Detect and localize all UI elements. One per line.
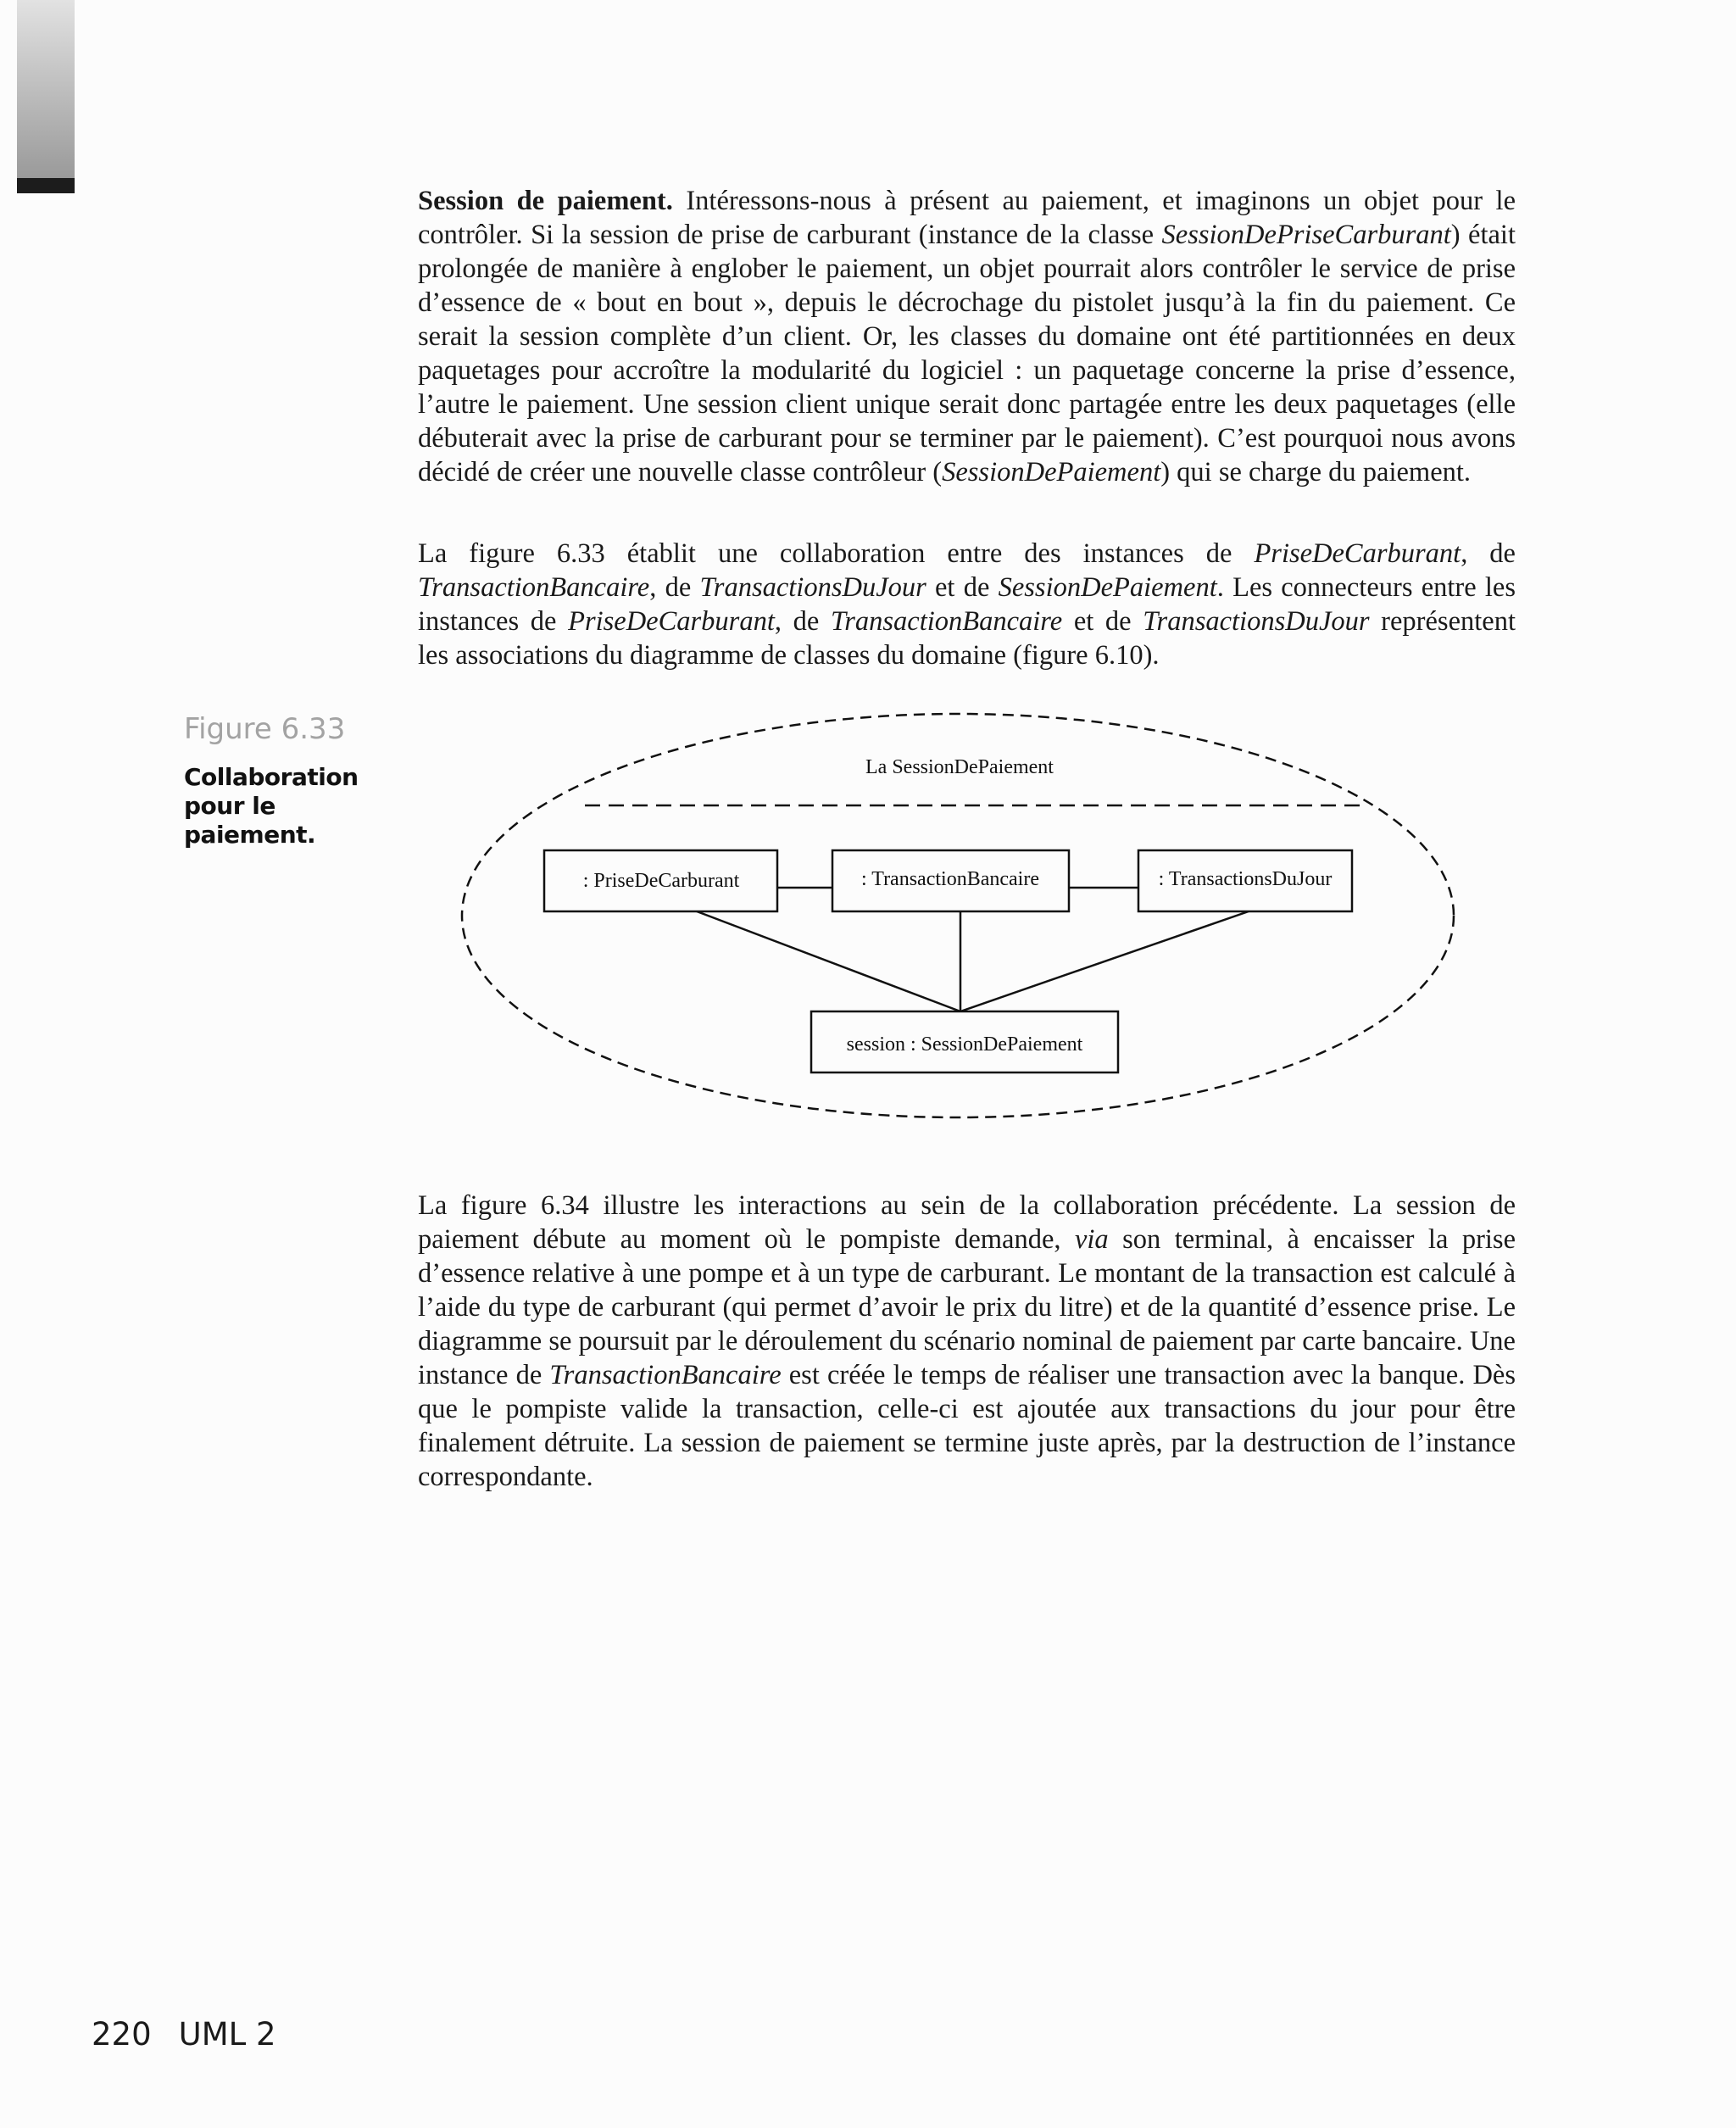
paragraph-text: ) était prolongée de manière à englober le paiement, un objet pourrait alors contrôler le service de prise d’essence de « bout en bout », depuis le décrochage du pistolet jusqu’à la fin du paiement. Ce serait la session complète d’un client. Or, les classes du domaine ont été partitionnées en deux paquetages pour accroître la modularité du logiciel : un paquetage concerne la prise d’essence, l’autre le paiement. Une session client unique serait donc partagée entre les deux paquetages (elle débuterait avec la prise de carburant pour se terminer par le paiement). C’est pourquoi nous avons décidé de créer une nouvelle classe contrôleur ( [418, 220, 1516, 487]
instance-box-jour [1138, 850, 1352, 911]
paragraph-text: La figure 6.34 illustre les interactions au sein de la collaboration précédente. La session de paiement débute au moment où le pompiste demande, [418, 1190, 1516, 1255]
paragraph-text: Intéressons-nous à présent au paiement, et imaginons un objet pour le contrôler. Si la session de prise de carburant (instance de la classe [418, 186, 1516, 250]
class-name: SessionDePaiement [998, 572, 1217, 603]
paragraph-session-paiement [418, 184, 1516, 489]
class-name: TransactionBancaire [830, 606, 1063, 637]
paragraph-text: et de [1062, 606, 1143, 637]
paragraph-text: La figure 6.33 établit une collaboration entre des instances de [418, 538, 1255, 569]
paragraph-lead: Session de paiement. [418, 186, 673, 216]
connector-jour-session [960, 911, 1249, 1011]
paragraph-figure-intro [418, 537, 1516, 672]
class-name: TransactionBancaire [418, 572, 650, 603]
instance-label: session : SessionDePaiement [846, 1033, 1083, 1056]
instance-label: : TransactionBancaire [861, 868, 1039, 890]
paragraph-text: , de [1461, 538, 1516, 569]
page-edge-tab [17, 0, 75, 178]
book-title: UML 2 [178, 2016, 276, 2053]
paragraph-text: . Les connecteurs entre les instances de [418, 572, 1516, 637]
page-footer [92, 2016, 276, 2053]
paragraph-text: et de [926, 572, 999, 603]
class-name: SessionDePaiement [942, 457, 1161, 487]
page-edge-bar [17, 178, 75, 193]
paragraph-text: est créée le temps de réaliser une transaction avec la banque. Dès que le pompiste valide la transaction, celle-ci est ajoutée aux transactions du jour pour être finalement détruite. La session de paiement se termine juste après, par la destruction de l’instance correspondante. [418, 1360, 1516, 1492]
instance-box-session [811, 1011, 1118, 1072]
emphasis: via [1074, 1224, 1109, 1255]
class-name: PriseDeCarburant [568, 606, 775, 637]
class-name: TransactionBancaire [549, 1360, 782, 1390]
paragraph-text: son terminal, à encaisser la prise d’essence relative à une pompe et à un type de carburant. Le montant de la transaction est calculé à l’aide du type de carburant (qui permet d’avoir le prix du litre) et de la quantité d’essence prise. Le diagramme se poursuit par le déroulement du scénario nominal de paiement par carte bancaire. Une instance de [418, 1224, 1516, 1390]
connector-prise-session [697, 911, 960, 1011]
collaboration-name: La SessionDePaiement [865, 756, 1054, 778]
page-number: 220 [92, 2016, 152, 2053]
paragraph-text: , de [774, 606, 831, 637]
paragraph-interactions [418, 1189, 1516, 1494]
figure-number: Figure 6.33 [184, 712, 346, 746]
paragraph-text: ) qui se charge du paiement. [1160, 457, 1472, 487]
class-name: TransactionsDuJour [699, 572, 926, 603]
figure-caption: Collaboration pour le paiement. [184, 763, 359, 849]
instance-label: : TransactionsDuJour [1158, 868, 1333, 890]
instance-box-prise [544, 850, 777, 911]
collaboration-diagram [458, 712, 1475, 1145]
instance-box-transaction [832, 850, 1069, 911]
instance-label: : PriseDeCarburant [582, 870, 740, 892]
class-name: SessionDePriseCarburant [1161, 220, 1451, 250]
paragraph-text: représentent les associations du diagramme de classes du domaine (figure 6.10). [418, 606, 1516, 671]
class-name: TransactionsDuJour [1143, 606, 1370, 637]
class-name: PriseDeCarburant [1254, 538, 1461, 569]
paragraph-text: , de [649, 572, 700, 603]
